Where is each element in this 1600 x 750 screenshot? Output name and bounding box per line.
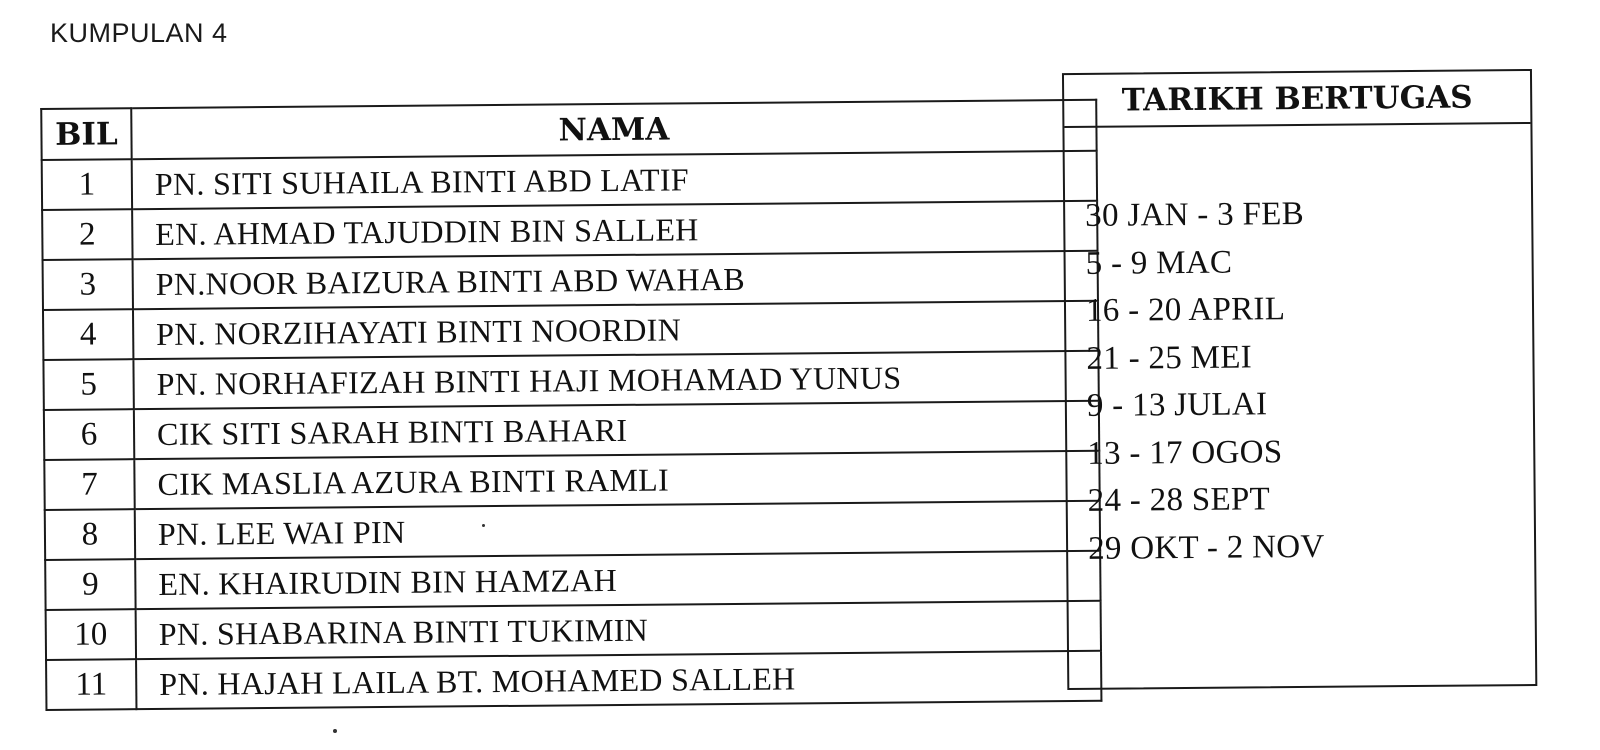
staff-name: PN. HAJAH LAILA BT. MOHAMED SALLEH	[136, 651, 1101, 709]
duty-date: 24 - 28 SEPT	[1087, 481, 1271, 519]
staff-name: PN. LEE WAI PIN	[135, 501, 1100, 559]
duty-date-list	[1064, 124, 1534, 573]
staff-table	[40, 99, 1102, 711]
duty-date: 29 OKT - 2 NOV	[1087, 528, 1325, 567]
table-row	[44, 401, 1099, 460]
staff-name: PN. SHABARINA BINTI TUKIMIN	[136, 601, 1101, 659]
table-row	[45, 501, 1100, 560]
staff-name: EN. KHAIRUDIN BIN HAMZAH	[135, 551, 1100, 609]
duty-date: 21 - 25 MEI	[1086, 338, 1253, 377]
staff-name: EN. AHMAD TAJUDDIN BIN SALLEH	[132, 201, 1097, 259]
row-number: 5	[43, 359, 133, 410]
scan-speck	[482, 524, 485, 527]
row-number: 3	[43, 259, 133, 310]
scan-speck	[333, 729, 337, 733]
table-row	[43, 351, 1098, 410]
row-number: 4	[43, 309, 133, 360]
row-number: 7	[44, 459, 134, 510]
staff-name: PN. SITI SUHAILA BINTI ABD LATIF	[132, 151, 1097, 209]
table-row	[44, 451, 1099, 510]
row-number: 8	[45, 509, 135, 560]
staff-name: CIK MASLIA AZURA BINTI RAMLI	[134, 451, 1099, 509]
row-number: 2	[42, 209, 132, 260]
staff-name: CIK SITI SARAH BINTI BAHARI	[134, 401, 1099, 459]
table-row	[43, 251, 1098, 310]
table-row	[42, 151, 1097, 210]
staff-name: PN. NORZIHAYATI BINTI NOORDIN	[133, 301, 1098, 359]
table-row	[46, 601, 1101, 660]
duty-dates-panel	[1062, 69, 1537, 690]
duty-roster	[40, 69, 1571, 719]
duty-date: 13 - 17 OGOS	[1087, 433, 1283, 472]
duty-date: 30 JAN - 3 FEB	[1085, 195, 1305, 234]
row-number: 10	[46, 609, 136, 660]
duty-date: 5 - 9 MAC	[1085, 244, 1233, 282]
row-number: 6	[44, 409, 134, 460]
staff-name: PN.NOOR BAIZURA BINTI ABD WAHAB	[133, 251, 1098, 309]
table-row	[46, 651, 1101, 710]
table-header-row	[41, 100, 1096, 160]
duty-date: 16 - 20 APRIL	[1085, 291, 1286, 329]
staff-name: PN. NORHAFIZAH BINTI HAJI MOHAMAD YUNUS	[133, 351, 1098, 409]
header-bil: BIL	[41, 108, 131, 160]
table-row	[43, 301, 1098, 360]
header-tarikh-bertugas: TARIKH BERTUGAS	[1064, 71, 1530, 128]
row-number: 1	[42, 159, 132, 210]
header-nama: NAMA	[131, 100, 1096, 159]
table-row	[42, 201, 1097, 260]
row-number: 11	[46, 659, 136, 710]
duty-date: 9 - 13 JULAI	[1086, 386, 1268, 424]
group-title: KUMPULAN 4	[50, 18, 228, 48]
table-row	[45, 551, 1100, 610]
row-number: 9	[45, 559, 135, 610]
